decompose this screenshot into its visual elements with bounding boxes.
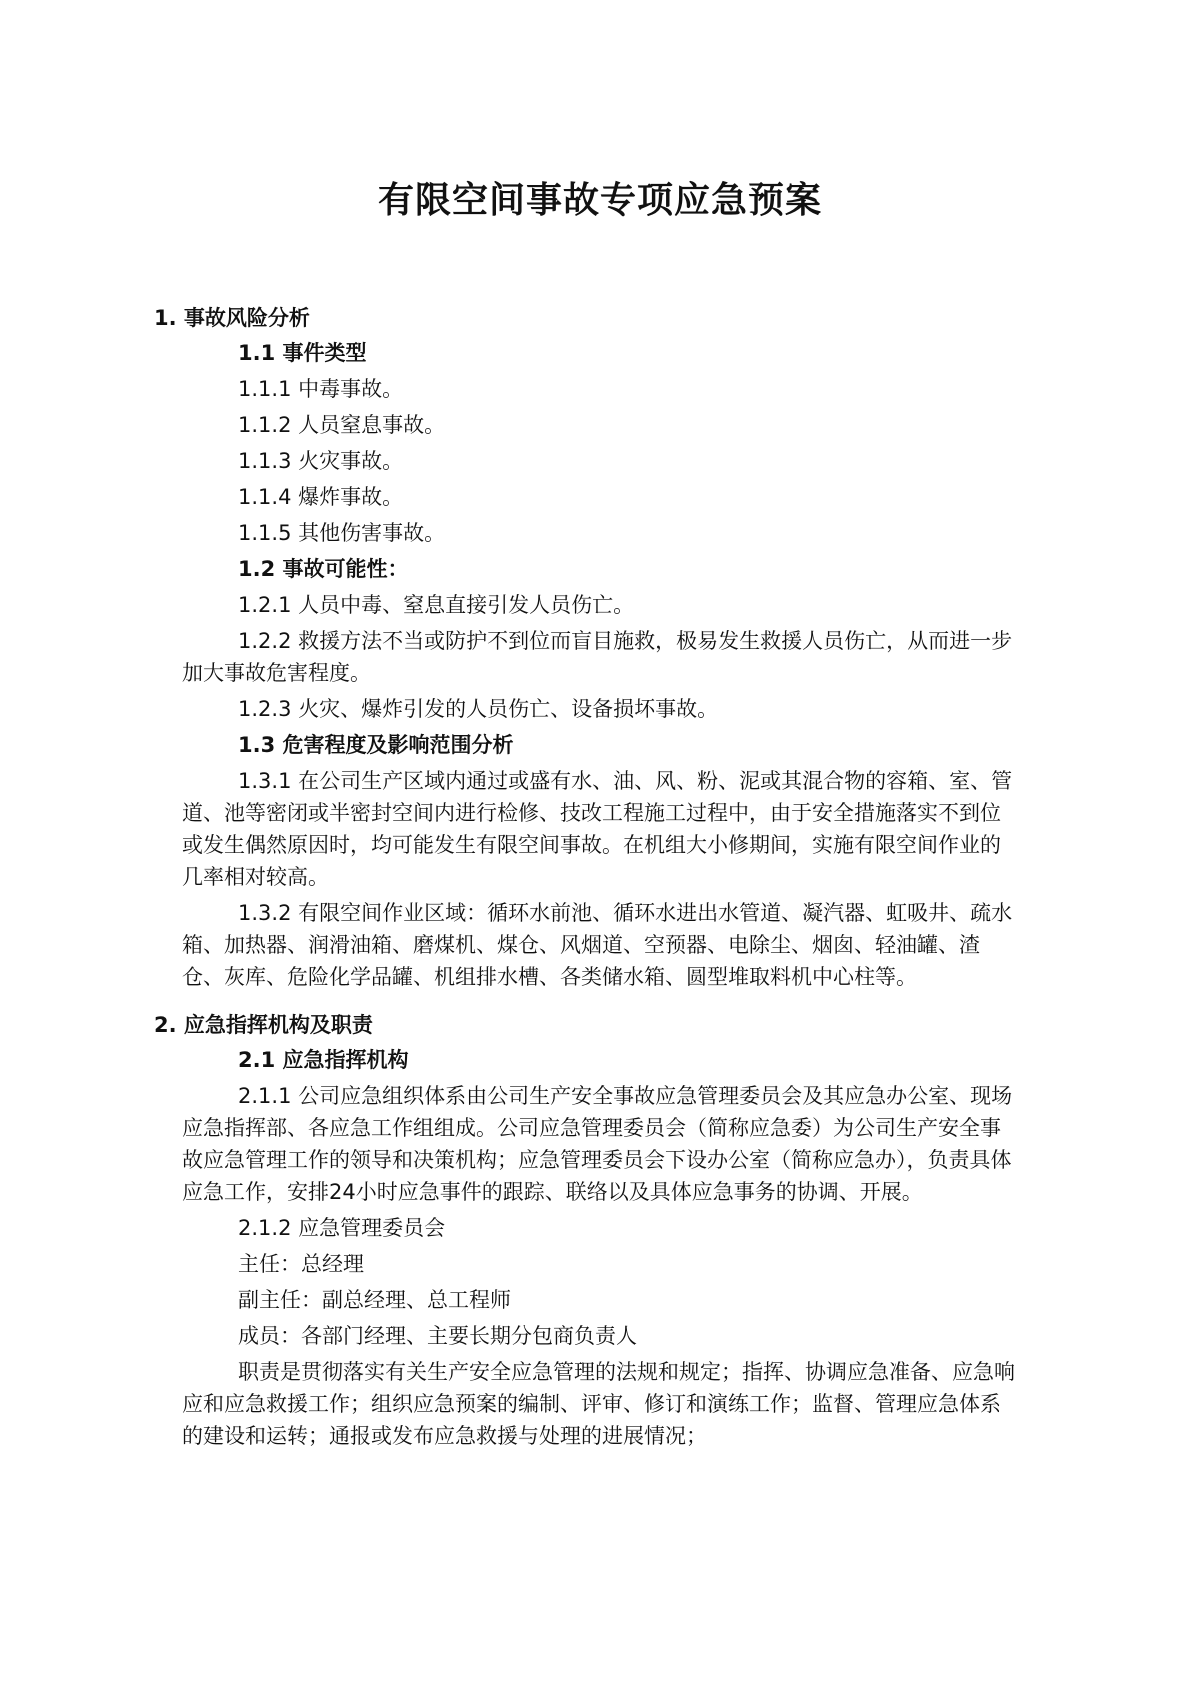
list-item: 成员：各部门经理、主要长期分包商负责人 bbox=[238, 1324, 637, 1348]
paragraph: 职责是贯彻落实有关生产安全应急管理的法规和规定；指挥、协调应急准备、应急响应和应急救援工作；组织应急预案的编制、评审、修订和演练工作；监督、管理应急体系的建设和运转；通报或发布应急救援与处理的进展情况； bbox=[182, 1360, 1015, 1448]
document-title: 有限空间事故专项应急预案 bbox=[377, 180, 822, 221]
list-item: 1.1.5 其他伤害事故。 bbox=[238, 521, 446, 545]
list-item: 主任：总经理 bbox=[238, 1252, 364, 1276]
document-body bbox=[154, 300, 1054, 1456]
paragraph: 1.3.2 有限空间作业区域：循环水前池、循环水进出水管道、凝汽器、虹吸井、疏水箱、加热器、润滑油箱、磨煤机、煤仓、风烟道、空预器、电除尘、烟囱、轻油罐、渣仓、灰库、危险化学品罐、机组排水槽、各类储水箱、圆型堆取料机中心柱等。 bbox=[182, 901, 1013, 989]
section-heading: 2. 应急指挥机构及职责 bbox=[154, 1013, 373, 1037]
list-item: 1.1.4 爆炸事故。 bbox=[238, 485, 404, 509]
paragraph: 2.1.1 公司应急组织体系由公司生产安全事故应急管理委员会及其应急办公室、现场应急指挥部、各应急工作组组成。公司应急管理委员会（简称应急委）为公司生产安全事故应急管理工作的领导和决策机构；应急管理委员会下设办公室（简称应急办），负责具体应急工作，安排24小时应急事件的跟踪、联络以及具体应急事务的协调、开展。 bbox=[182, 1084, 1013, 1204]
subsection-heading: 1.1 事件类型 bbox=[238, 341, 367, 365]
paragraph: 1.3.1 在公司生产区域内通过或盛有水、油、风、粉、泥或其混合物的容箱、室、管道、池等密闭或半密封空间内进行检修、技改工程施工过程中，由于安全措施落实不到位或发生偶然原因时，均可能发生有限空间事故。在机组大小修期间，实施有限空间作业的几率相对较高。 bbox=[182, 769, 1013, 889]
subsection-heading: 2.1 应急指挥机构 bbox=[238, 1048, 409, 1072]
paragraph: 1.2.3 火灾、爆炸引发的人员伤亡、设备损坏事故。 bbox=[238, 697, 719, 721]
list-item: 1.1.3 火灾事故。 bbox=[238, 449, 404, 473]
list-item: 1.1.1 中毒事故。 bbox=[238, 377, 404, 401]
subsection-heading: 1.2 事故可能性： bbox=[238, 557, 409, 581]
paragraph: 1.2.1 人员中毒、窒息直接引发人员伤亡。 bbox=[238, 593, 635, 617]
list-item: 1.1.2 人员窒息事故。 bbox=[238, 413, 446, 437]
list-item: 副主任：副总经理、总工程师 bbox=[238, 1288, 511, 1312]
subsection-heading: 1.3 危害程度及影响范围分析 bbox=[238, 733, 514, 757]
section-heading: 1. 事故风险分析 bbox=[154, 306, 310, 330]
list-item: 2.1.2 应急管理委员会 bbox=[238, 1216, 446, 1240]
paragraph: 1.2.2 救援方法不当或防护不到位而盲目施救，极易发生救援人员伤亡，从而进一步加大事故危害程度。 bbox=[182, 629, 1013, 685]
